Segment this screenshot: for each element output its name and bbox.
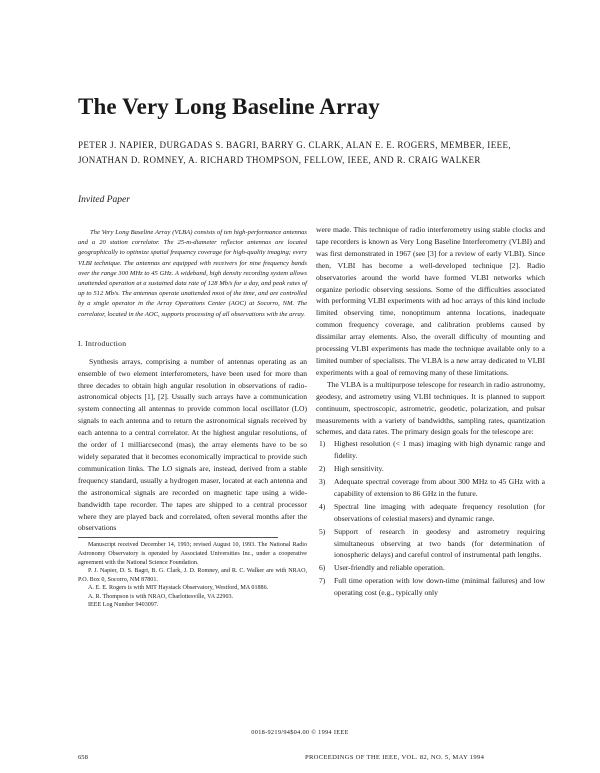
- goal-item: 2) High sensitivity.: [319, 464, 384, 474]
- intro-paragraph: Synthesis arrays, comprising a number of antennas operating as an ensemble of two element interferometers, have been used for more than three decades to obtain high angular resolution in observations of radio-astronomical objects [1], [2]. Usually such arrays have a communication system connecting all antennas to provide common local oscillator (LO) signals to each antenna and to return the astronomical signals received by each antenna to a central correlator. At the highest angular resolutions, of the order of 1 milliarcsecond (mas), the array elements have to be so widely separated that it becomes economically impractical to provide such communication links. The LO signals are, instead, derived from a stable frequency standard, usually a hydrogen maser, located at each antenna and the astronomical signals are recorded on magnetic tape using a wide-bandwidth tape recorder. The tapes are shipped to a central processor where they are played back and correlated, often several months after the observations: [78, 356, 307, 533]
- page-number: 658: [78, 754, 88, 761]
- vlbi-paragraph: were made. This technique of radio interferometry using stable clocks and tape recorders is known as Very Long Baseline Interferometry (VLBI) and was first demonstrated in 1967 (see [3] for a review of early VLBI). Since then, VLBI has become a well-developed technique [2]. Radio observatories around the world have formed VLBI networks which organize periodic observing sessions. Some of the difficulties associated with performing VLBI experiments with ad hoc arrays of this kind include limited observing time, nonoptimum antenna locations, inadequate common frequency coverage, and calibration problems caused by dissimilar array elements. Also, the overall difficulty of mounting and processing VLBI experiments has made the technique available only to a limited number of specialists. The VLBA is a new array dedicated to VLBI experiments with a goal of removing many of these limitations.: [316, 225, 545, 377]
- goal-item: 6) User-friendly and reliable operation.: [319, 563, 445, 573]
- footnote-manuscript: Manuscript received December 14, 1993; revised August 10, 1993. The National Radio Astronomy Observatory is operated by Associated Universities Inc., under a cooperative agreement with the National Science Foundation.: [78, 542, 307, 566]
- footnotes: [78, 537, 307, 610]
- design-goals-list: [316, 438, 545, 599]
- journal-footer: PROCEEDINGS OF THE IEEE, VOL. 82, NO. 5, MAY 1994: [305, 754, 485, 761]
- footnote-nrao-authors: P. J. Napier, D. S. Bagri, B. G. Clark, J. D. Romney, and R. C. Walker are with NRAO, P.O. Box 0, Socorro, NM 87801.: [78, 568, 307, 583]
- copyright-line: 0018-9219/94$04.00 © 1994 IEEE: [251, 729, 349, 736]
- left-column: [78, 224, 307, 610]
- footnote-thompson: A. R. Thompson is with NRAO, Charlottesville, VA 22903.: [88, 593, 234, 600]
- footnote-rogers: A. E. E. Rogers is with MIT Haystack Observatory, Westford, MA 01886.: [88, 585, 269, 592]
- paper-title: The Very Long Baseline Array: [78, 94, 380, 119]
- footnote-divider: [78, 537, 278, 538]
- footnote-ieee-log: IEEE Log Number 9403097.: [88, 602, 159, 609]
- goal-item: 7) Full time operation with low down-time (minimal failures) and low operating cost (e.g., typically only: [319, 576, 545, 598]
- right-column: [316, 224, 545, 600]
- section-heading-introduction: I. Introduction: [78, 338, 127, 348]
- vlba-goals-intro: The VLBA is a multipurpose telescope for research in radio astronomy, geodesy, and astrometry using VLBI techniques. It is planned to support continuum, spectroscopic, astrometric, geodetic, polarization, and pulsar measurements with a variety of bandwidths, sampling rates, quantization schemes, and data rates. The primary design goals for the telescope are:: [316, 379, 545, 437]
- goal-item: 1) Highest resolution (< 1 mas) imaging with high dynamic range and fidelity.: [319, 439, 545, 461]
- goal-item: 4) Spectral line imaging with adequate frequency resolution (for observations of celestial masers) and dynamic range.: [319, 501, 545, 523]
- author-list: PETER J. NAPIER, DURGADAS S. BAGRI, BARRY G. CLARK, ALAN E. E. ROGERS, MEMBER, IEEE, JONATHAN D. ROMNEY, A. RICHARD THOMPSON, FELLOW, IEEE, AND R. CRAIG WALKER: [78, 140, 512, 165]
- goal-item: 3) Adequate spectral coverage from about 300 MHz to 45 GHz with a capability of extension to 86 GHz in the future.: [319, 477, 545, 498]
- abstract: The Very Long Baseline Array (VLBA) consists of ten high-performance antennas and a 20 station correlator. The 25-m-diameter reflector antennas are located geographically to optimize spatial frequency coverage for high-quality imaging; every VLBI technique. The antennas are equipped with receivers for nine frequency bands over the range 300 MHz to 45 GHz. A wideband, high density recording system allows unattended operation at a sustained data rate of 128 Mb/s for a day, and peak rates of up to 512 Mb/s. The antennas operate unattended most of the time, and are controlled by a single operator in the Array Operations Center (AOC) at Socorro, NM. The correlator, located in the AOC, supports processing of all observations with the array.: [78, 229, 307, 318]
- goal-item: 5) Support of research in geodesy and astrometry requiring simultaneous observing at two bands (for determination of ionospheric delays) and careful control of instrumental path lengths.: [319, 526, 545, 560]
- invited-paper-label: Invited Paper: [78, 195, 130, 205]
